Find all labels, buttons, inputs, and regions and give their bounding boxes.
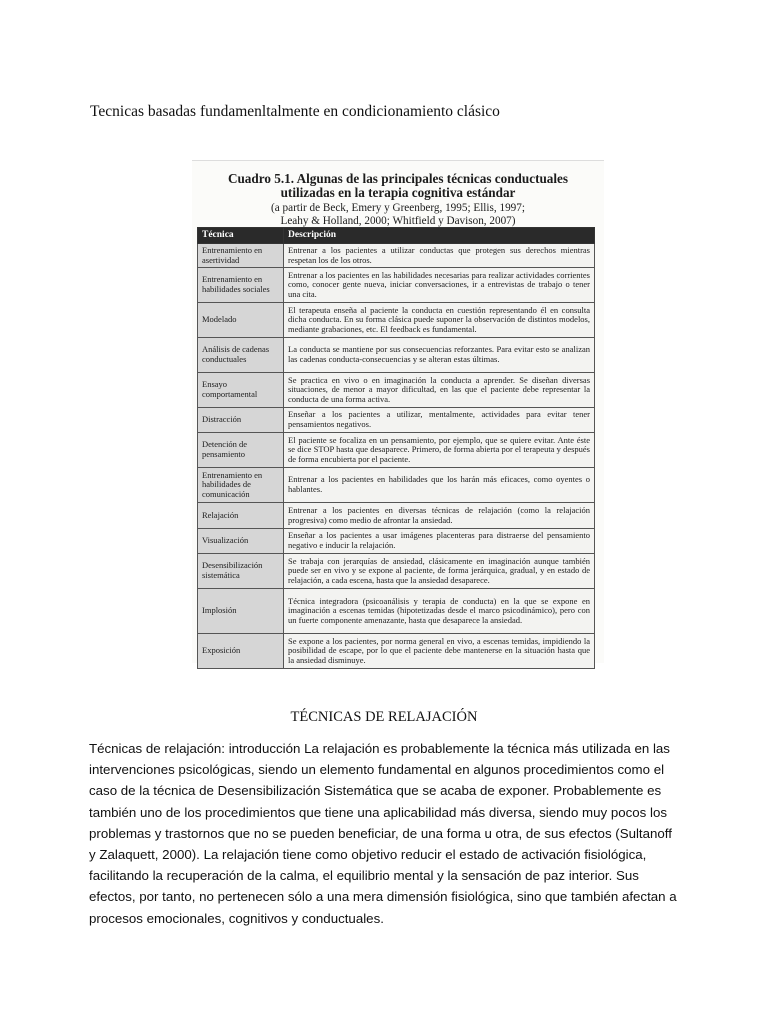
table-header-row — [198, 228, 595, 244]
technique-description: El paciente se focaliza en un pensamiento, por ejemplo, que se quiere evitar. Ante éste se dice STOP hasta que desaparece. Primero, de forma abierta por el terapeuta y después de forma encubierta por el paciente. — [284, 433, 595, 468]
technique-name: Detención de pensamiento — [198, 433, 284, 468]
technique-name: Modelado — [198, 303, 284, 338]
figure-source — [192, 202, 604, 228]
technique-description: Técnica integradora (psicoanálisis y terapia de conducta) en la que se expone en imaginación a escenas temidas (hipotetizadas desde el marco psicodinámico), pero con un fuerte componente amenazante, hasta que desaparece la ansiedad. — [284, 589, 595, 634]
table-row — [198, 529, 595, 554]
technique-name: Implosión — [198, 589, 284, 634]
table-row — [198, 373, 595, 408]
body-paragraph: Técnicas de relajación: introducción La relajación es probablemente la técnica más utilizada en las intervenciones psicológicas, siendo un elemento fundamental en algunos procedimientos como el caso de la técnica de Desensibilización Sistemática que se acaba de exponer. Probablemente es también uno de los procedimientos que tiene una aplicabilidad más diversa, siendo muy pocos los problemas y trastornos que no se pueden beneficiar, de una forma u otra, de sus efectos (Sultanoff y Zalaquett, 2000). La relajación tiene como objetivo reducir el estado de activación fisiológica, facilitando la recuperación de la calma, el equilibrio mental y la sensación de paz interior. Sus efectos, por tanto, no pertenecen sólo a una mera dimensión fisiológica, sino que también afectan a procesos emocionales, cognitivos y conductuales. — [89, 741, 677, 926]
technique-description: Entrenar a los pacientes en habilidades que los harán más eficaces, como oyentes o hablantes. — [284, 468, 595, 503]
technique-description: El terapeuta enseña al paciente la conducta en cuestión representando él en consulta dicha conducta. En su forma clásica puede suponer la observación de distintos modelos, mediante grabaciones, etc. El feedback es fundamental. — [284, 303, 595, 338]
technique-name: Análisis de cadenas conductuales — [198, 338, 284, 373]
table-row — [198, 268, 595, 303]
table-figure — [192, 160, 604, 663]
table-row — [198, 503, 595, 529]
techniques-table — [197, 227, 595, 669]
column-header-tecnica: Técnica — [198, 228, 284, 244]
figure-title-line: utilizadas en la terapia cognitiva estándar — [280, 185, 516, 200]
technique-name: Distracción — [198, 408, 284, 433]
technique-name: Entrenamiento en asertividad — [198, 244, 284, 268]
technique-name: Desensibilización sistemática — [198, 554, 284, 589]
table-row — [198, 433, 595, 468]
technique-name: Entrenamiento en habilidades de comunicación — [198, 468, 284, 503]
column-header-descripcion: Descripción — [284, 228, 595, 244]
table-row — [198, 468, 595, 503]
technique-description: Entrenar a los pacientes a utilizar conductas que protegen sus derechos mientras respetan los de los otros. — [284, 244, 595, 268]
technique-description: La conducta se mantiene por sus consecuencias reforzantes. Para evitar esto se analizan las cadenas conducta-consecuencias y se alteran estas últimas. — [284, 338, 595, 373]
technique-description: Enseñar a los pacientes a utilizar, mentalmente, actividades para evitar tener pensamientos negativos. — [284, 408, 595, 433]
figure-title-line: Cuadro 5.1. Algunas de las principales técnicas conductuales — [227, 171, 569, 186]
technique-name: Relajación — [198, 503, 284, 529]
figure-source-line: Leahy & Holland, 2000; Whitfield y Davison, 2007) — [280, 215, 516, 227]
technique-name: Exposición — [198, 634, 284, 669]
figure-source-line: (a partir de Beck, Emery y Greenberg, 1995; Ellis, 1997; — [271, 202, 525, 214]
table-row — [198, 408, 595, 433]
table-row — [198, 634, 595, 669]
technique-name: Entrenamiento en habilidades sociales — [198, 268, 284, 303]
page-heading: Tecnicas basadas fundamenltalmente en condicionamiento clásico — [90, 103, 500, 120]
technique-description: Enseñar a los pacientes a usar imágenes placenteras para distraerse del pensamiento negativo e inducir la relajación. — [284, 529, 595, 554]
table-row — [198, 589, 595, 634]
technique-description: Se practica en vivo o en imaginación la conducta a aprender. Se diseñan diversas situaciones, de menor a mayor dificultad, en las que el paciente debe representar la conducta de una forma activa. — [284, 373, 595, 408]
technique-description: Se trabaja con jerarquías de ansiedad, clásicamente en imaginación aunque también puede ser en vivo y se expone al paciente, de forma jerárquica, gradual, y en estado de relajación, a cada escena, hasta que la ansiedad desaparece. — [284, 554, 595, 589]
technique-description: Se expone a los pacientes, por norma general en vivo, a escenas temidas, impidiendo la posibilidad de escape, por lo que el paciente debe mantenerse en la situación hasta que la ansiedad disminuye. — [284, 634, 595, 669]
table-row — [198, 303, 595, 338]
technique-description: Entrenar a los pacientes en las habilidades necesarias para realizar actividades corrientes como, conocer gente nueva, iniciar conversaciones, ir a entrevistas de trabajo o tener una cita. — [284, 268, 595, 303]
figure-title — [192, 172, 604, 200]
section-title: TÉCNICAS DE RELAJACIÓN — [290, 709, 478, 725]
technique-name: Visualización — [198, 529, 284, 554]
table-row — [198, 244, 595, 268]
table-row — [198, 554, 595, 589]
technique-name: Ensayo comportamental — [198, 373, 284, 408]
technique-description: Entrenar a los pacientes en diversas técnicas de relajación (como la relajación progresiva) como medio de afrontar la ansiedad. — [284, 503, 595, 529]
table-row — [198, 338, 595, 373]
